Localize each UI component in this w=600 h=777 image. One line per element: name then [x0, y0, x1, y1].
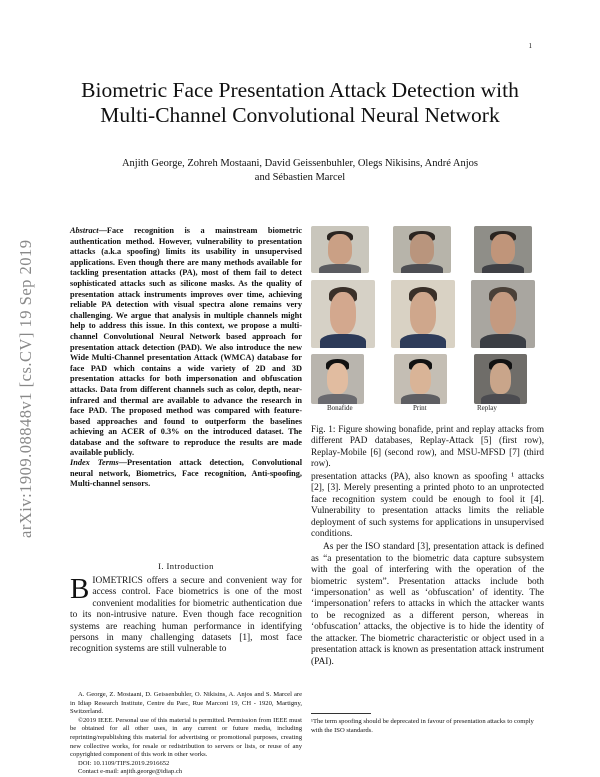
drop-cap: B [70, 573, 90, 605]
abstract-label: Abstract [70, 226, 99, 235]
intro-text: IOMETRICS offers a secure and convenient way for access control. Face biometrics is one of the most convenient modalities for biometric authentication due to its non-intrusive nature. Even though face recognition systems are reaching human performance in identifying persons in many challenging datasets [1], most face recognition systems are still vulnerable to [70, 576, 302, 655]
figure-caption: Fig. 1: Figure showing bonafide, print and replay attacks from different PAD databases, Replay-Attack [5] (first row), Replay-Mobile [6] (second row), and MSU-MFSD [7] (third row). [311, 424, 544, 469]
figure-1-photo-grid [311, 226, 544, 412]
section-heading: I. Introduction [158, 561, 214, 571]
index-terms-text: —Presentation attack detection, Convolutional neural network, Biometrics, Face recognition, Anti-spoofing, Multi-channel sensors. [70, 458, 302, 489]
paragraph-presentation-attacks: presentation attacks (PA), also known as spoofing ¹ attacks [2], [3]. Merely presenting a printed photo to an unprotected face recognition system could be enough to fool it [4]. Vulnerability to presentation attacks limits the reliable deployment of such systems for applications in unsupervised conditions. [311, 472, 544, 540]
paper-title: Biometric Face Presentation Attack Detection with Multi-Channel Convolutional Neural Network [81, 78, 519, 127]
photo-print-row2 [391, 280, 455, 348]
photo-print-row3 [394, 354, 447, 404]
footnote-spoofing: ¹The term spoofing should be deprecated in favour of presentation attacks to comply with the ISO standards. [311, 718, 534, 734]
introduction-paragraph [70, 573, 302, 656]
figure-label-replay: Replay [477, 404, 497, 412]
index-terms [70, 458, 302, 490]
photo-bonafide-row3 [311, 354, 364, 404]
photo-bonafide-row1 [311, 226, 369, 273]
author-line-1: Anjith George, Zohreh Mostaani, David Geissenbuhler, Olegs Nikisins, André Anjos [121, 158, 479, 169]
photo-bonafide-row2 [311, 280, 375, 348]
footnote-block [70, 691, 302, 777]
footnote-copyright: ©2019 IEEE. Personal use of this material is permitted. Permission from IEEE must be obtained for all other uses, in any current or future media, including reprinting/republishing this material for advertising or promotional purposes, creating new collective works, for resale or redistribution to servers or lists, or reuse of any copyrighted component of this work in other works. [70, 716, 302, 759]
arxiv-watermark: arXiv:1909.08848v1 [cs.CV] 19 Sep 2019 [16, 239, 35, 538]
photo-replay-row3 [474, 354, 527, 404]
paragraph-iso-standard: As per the ISO standard [3], presentation attack is defined as “a presentation to the biometric data capture subsystem with the goal of interfering with the operation of the biometric system”. Presentation attacks include both ‘impersonation’ as well as ‘obfuscation’ of identity. The ‘impersonation’ refers to attacks in which the attacker wants to be recognized as a different person, whereas in ‘obfuscation’ attacks, the objective is to hide the identity of the attacker. The biometric characteristic or object used in a presentation attack is known as presentation attack instrument (PAI). [311, 542, 544, 667]
abstract-text: —Face recognition is a mainstream biometric authentication method. However, vulnerability to presentation attacks (a.k.a spoofing) limits its usability in unsupervised applications. Even though there are many methods available for tackling presentation attacks (PA), most of them fail to detect sophisticated attacks such as silicone masks. As the quality of presentation attack instruments improves over time, achieving reliable PA detection with visual spectra alone remains very challenging. We argue that analysis in multiple channels might help to address this issue. In this context, we propose a multi-channel Convolutional Neural Network based approach for presentation attack detection (PAD). We also introduce the new Wide Multi-Channel presentation Attack (WMCA) database for face PAD which contains a wide variety of 2D and 3D presentation attacks for both impersonation and obfuscation attacks. Data from different channels such as color, depth, near-infrared and thermal are available to advance the research in face PAD. The proposed method was compared with feature-based approaches and found to outperform the baselines achieving an ACER of 0.3% on the introduced dataset. The database and the software to reproduce the results are made available publicly. [70, 226, 302, 458]
figure-label-bonafide: Bonafide [327, 404, 353, 412]
introduction-continued [311, 472, 544, 668]
photo-replay-row2 [471, 280, 535, 348]
page-number: 1 [528, 42, 532, 50]
footnote-doi: DOI: 10.1109/TIFS.2019.2916652 [78, 759, 170, 767]
photo-replay-row1 [474, 226, 532, 273]
figure-label-print: Print [413, 404, 427, 412]
footnote-affiliation: A. George, Z. Mostaani, D. Geissenbuhler, O. Nikisins, A. Anjos and S. Marcel are in Idiap Research Institute, Centre du Parc, Rue Marconi 19, CH - 1920, Martigny, Switzerland. [70, 691, 302, 716]
abstract [70, 226, 302, 459]
index-terms-label: Index Terms [70, 458, 119, 467]
footnote-divider [311, 713, 371, 714]
footnote-contact: Contact e-mail: anjith.george@idiap.ch [78, 768, 183, 776]
author-list [60, 157, 540, 185]
author-line-2: and Sébastien Marcel [254, 172, 346, 183]
photo-print-row1 [393, 226, 451, 273]
